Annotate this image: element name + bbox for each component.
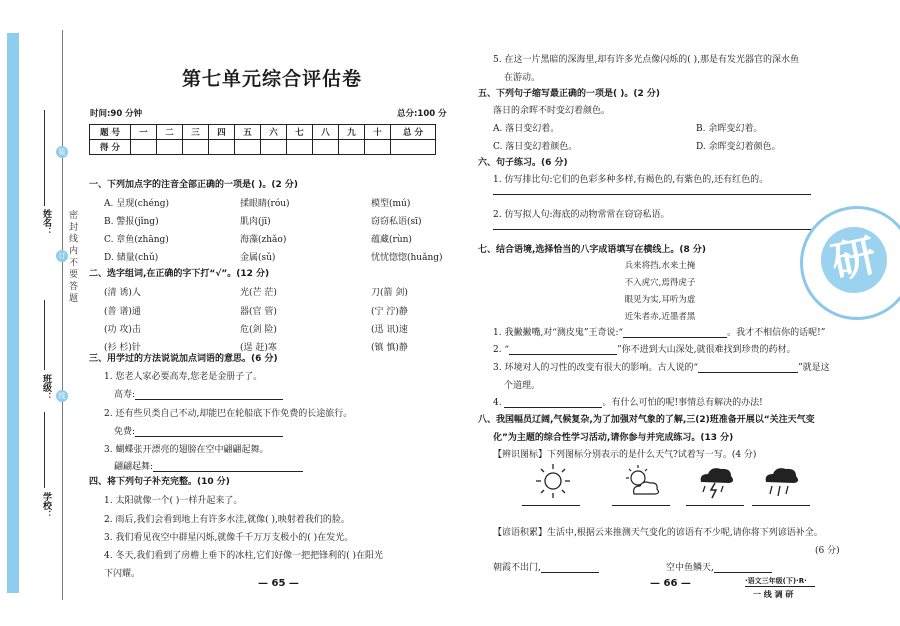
score-table-score-row xyxy=(90,140,436,155)
s1-option: 揉眼睛(róu) xyxy=(240,199,290,209)
s7-question xyxy=(493,360,830,373)
score-input-cell[interactable] xyxy=(339,140,365,155)
page-number-right: — 66 — xyxy=(650,578,691,589)
thunderstorm-icon xyxy=(693,462,739,500)
s1-option: 蕴藏(rùn) xyxy=(371,235,412,245)
score-cell: 三 xyxy=(183,125,209,140)
answer-blank[interactable] xyxy=(714,572,772,573)
answer-blank[interactable] xyxy=(135,399,283,400)
s2-choice[interactable]: 器(官 管) xyxy=(240,307,277,317)
s2-choice[interactable]: (清 诱)人 xyxy=(104,288,141,298)
s1-option: A. 呈现(chéng) xyxy=(104,199,169,209)
score-input-cell[interactable] xyxy=(391,140,436,155)
section-2-heading: 二、选字组词,在正确的字下打“√”。(12 分) xyxy=(89,269,270,279)
s1-option: 金属(sǔ) xyxy=(240,253,276,263)
weather-answer-4[interactable] xyxy=(752,505,810,506)
s7-text: ”就是这 xyxy=(798,363,830,373)
s4-question: 3. 我们看见夜空中群星闪烁,就像千千万万支极小的( )在发光。 xyxy=(104,533,354,543)
s1-option: 肌肉(jī) xyxy=(240,217,271,227)
score-cell: 得 分 xyxy=(90,140,131,155)
s5-option: A. 落日变幻着。 xyxy=(493,124,560,134)
s7-text: 2. “ xyxy=(493,345,510,355)
s2-choice[interactable]: (衫 杉)针 xyxy=(104,343,141,353)
s1-option: C. 章鱼(zhāng) xyxy=(104,235,169,245)
proverb xyxy=(666,560,772,573)
s2-choice[interactable]: (普 谱)通 xyxy=(104,307,141,317)
s3-question: 1. 您老人家必要高寿,您老是金册子了。 xyxy=(104,372,263,382)
s3-prompt-label: 免费: xyxy=(114,427,136,437)
s6-question: 2. 仿写拟人句:海底的动物常常在窃窃私语。 xyxy=(493,210,670,220)
answer-blank[interactable] xyxy=(153,471,303,472)
idiom: 兵来将挡,水来土掩 xyxy=(624,261,696,271)
answer-blank[interactable] xyxy=(541,572,599,573)
section-7-heading: 七、结合语境,选择恰当的八字成语填写在横线上。(8 分) xyxy=(478,245,707,255)
weather-answer-1[interactable] xyxy=(522,505,580,506)
score-cell: 总 分 xyxy=(391,125,436,140)
idiom: 近朱者赤,近墨者黑 xyxy=(624,312,696,322)
s3-question: 3. 蝴蝶张开漂亮的翅膀在空中翩翩起舞。 xyxy=(104,445,269,455)
s7-question xyxy=(493,395,763,408)
idiom: 不入虎穴,焉得虎子 xyxy=(624,278,696,288)
s2-choice[interactable]: 光(芒 茫) xyxy=(240,288,277,298)
seal-line-text: 密 封 线 内 不 要 答 题 xyxy=(67,210,77,303)
s3-question: 2. 还有些贝类自己不动,却能巴在轮船底下作免费的长途旅行。 xyxy=(104,409,353,419)
score-table xyxy=(89,124,436,155)
s7-question xyxy=(493,342,796,355)
name-label: 姓名： xyxy=(41,209,51,236)
stamp-inner xyxy=(821,227,887,293)
proverb xyxy=(493,560,599,573)
rain-icon xyxy=(758,462,804,500)
score-cell: 二 xyxy=(157,125,183,140)
s3-prompt xyxy=(114,459,303,472)
book-info: ·语文三年级(下)·R· xyxy=(745,577,807,585)
s2-choice[interactable]: (功 攻)击 xyxy=(104,325,141,335)
s1-option: 窃窃私语(sī) xyxy=(371,217,422,227)
name-field[interactable] xyxy=(44,110,45,206)
weather-answer-3[interactable] xyxy=(686,505,744,506)
brand-name: 一 线 调 研 xyxy=(753,590,794,599)
binding-circle-2: 订 xyxy=(56,250,68,262)
binding-line xyxy=(62,30,63,600)
answer-blank[interactable] xyxy=(698,372,798,373)
score-cell: 五 xyxy=(235,125,261,140)
class-label: 班级： xyxy=(41,374,51,401)
s2-choice[interactable]: (逞 赶)寒 xyxy=(240,343,277,353)
s2-choice[interactable]: (镇 慎)静 xyxy=(371,343,408,353)
proverb-text: 空中鱼鳞天, xyxy=(666,563,714,573)
s7-text: 4. xyxy=(493,398,505,408)
score-input-cell[interactable] xyxy=(209,140,235,155)
partly-cloudy-icon xyxy=(618,462,664,500)
idiom: 眼见为实,耳听为虚 xyxy=(624,295,696,305)
footer-divider xyxy=(745,586,815,587)
idiom-list xyxy=(560,258,760,326)
time-limit: 时间:90 分钟 xyxy=(90,109,143,119)
score-input-cell[interactable] xyxy=(183,140,209,155)
s7-question xyxy=(493,325,825,338)
score-cell: 七 xyxy=(287,125,313,140)
page-number-left: — 65 — xyxy=(258,578,299,589)
score-cell: 八 xyxy=(313,125,339,140)
s5-option: D. 余晖变幻着颜色。 xyxy=(696,142,781,152)
s8-subheading: 【谚语积累】生活中,根据云来推测天气变化的谚语有不少呢,请你将下列谚语补全。 xyxy=(493,528,823,538)
answer-blank[interactable] xyxy=(623,337,727,338)
s5-sentence: 落日的余晖不时变幻着颜色。 xyxy=(493,106,611,116)
section-1-heading: 一、下列加点字的注音全部正确的一项是( )。(2 分) xyxy=(89,180,298,190)
section-3-heading: 三、用学过的方法说说加点词语的意思。(6 分) xyxy=(89,354,278,364)
binding-circle-1: 装 xyxy=(56,146,68,158)
score-cell: 题 号 xyxy=(90,125,131,140)
s6-question: 1. 仿写排比句:它们的色彩多种多样,有褐色的,有紫色的,还有红色的。 xyxy=(493,175,769,185)
s8-score: (6 分) xyxy=(815,546,840,556)
score-input-cell[interactable] xyxy=(313,140,339,155)
score-input-cell[interactable] xyxy=(157,140,183,155)
section-8-heading: 八、我国幅员辽阔,气候复杂,为了加强对气象的了解,三(2)班准备开展以“关注天气变 xyxy=(478,415,815,425)
stamp-char: 研 xyxy=(827,229,881,290)
sun-icon xyxy=(530,462,576,500)
page-title: 第七单元综合评估卷 xyxy=(181,68,362,90)
s8-subheading: 【辨识图标】下列图标分别表示的是什么天气?试着写一写。(4 分) xyxy=(493,450,757,460)
s5-option: C. 落日变幻着颜色。 xyxy=(493,142,578,152)
s5-option: B. 余晖变幻着。 xyxy=(696,124,763,134)
s7-text: 。我才不相信你的话呢!” xyxy=(727,328,826,338)
section-5-heading: 五、下列句子缩写最正确的一项是( )。(2 分) xyxy=(478,89,660,99)
s2-choice[interactable]: 刀(箭 剑) xyxy=(371,288,408,298)
s4-question: 5. 在这一片黑暗的深海里,却有许多光点像闪烁的( ),那是有发光器官的深水鱼 xyxy=(493,55,800,65)
score-input-cell[interactable] xyxy=(287,140,313,155)
s7-text: 1. 我撇撇嘴,对“测皮鬼”王奇说:“ xyxy=(493,328,624,338)
s3-prompt-label: 翩翩起舞: xyxy=(114,462,154,472)
answer-line[interactable] xyxy=(493,229,811,230)
s2-choice[interactable]: (宁 泞)静 xyxy=(371,307,408,317)
score-cell: 六 xyxy=(261,125,287,140)
s4-question: 在游动。 xyxy=(504,73,541,83)
section-4-heading: 四、将下列句子补充完整。(10 分) xyxy=(89,477,230,487)
s7-text: ”你不进到大山深处,就很难找到珍贵的药材。 xyxy=(617,345,796,355)
s3-prompt-label: 高寿: xyxy=(114,390,136,400)
answer-blank[interactable] xyxy=(509,354,617,355)
score-input-cell[interactable] xyxy=(365,140,391,155)
school-label: 学校： xyxy=(41,492,51,519)
s4-question: 2. 雨后,我们会看到地上有许多水洼,就像( ),映射着我们的脸。 xyxy=(104,515,350,525)
s4-question: 4. 冬天,我们看到了房檐上垂下的冰柱,它们好像一把把锋利的( )在阳光 xyxy=(104,551,384,561)
score-cell: 十 xyxy=(365,125,391,140)
s2-choice[interactable]: (迅 讯)速 xyxy=(371,325,408,335)
s1-option: 模型(mú) xyxy=(371,199,411,209)
stamp-logo xyxy=(800,206,900,320)
s1-option: 海藻(zhǎo) xyxy=(240,235,287,245)
weather-answer-2[interactable] xyxy=(612,505,670,506)
total-score: 总分:100 分 xyxy=(397,109,447,119)
answer-line[interactable] xyxy=(493,194,811,195)
s4-question: 下闪耀。 xyxy=(104,569,141,579)
proverb-text: 朝霞不出门, xyxy=(493,563,541,573)
s3-prompt xyxy=(114,387,283,400)
score-table-header-row xyxy=(90,125,436,140)
answer-blank[interactable] xyxy=(504,407,602,408)
s1-option: D. 储量(chǔ) xyxy=(104,253,159,263)
score-input-cell[interactable] xyxy=(131,140,157,155)
school-field[interactable] xyxy=(44,412,45,488)
s7-question: 个道理。 xyxy=(504,381,541,391)
s1-option: B. 警报(jǐng) xyxy=(104,217,159,227)
binding-circle-3: 线 xyxy=(56,390,68,402)
s7-text: 。有什么可怕的呢!事情总有解决的办法! xyxy=(602,398,763,408)
s1-option: 忧忧惚惚(huǎng) xyxy=(371,253,443,263)
s7-text: 3. 环境对人的习性的改变有很大的影响。古人说的“ xyxy=(493,363,699,373)
score-input-cell[interactable] xyxy=(261,140,287,155)
score-cell: 九 xyxy=(339,125,365,140)
s4-question: 1. 太阳就像一个( )一样升起来了。 xyxy=(104,496,243,506)
class-field[interactable] xyxy=(44,300,45,370)
section-6-heading: 六、句子练习。(6 分) xyxy=(478,158,568,168)
score-cell: 四 xyxy=(209,125,235,140)
section-8-heading-cont: 化”为主题的综合性学习活动,请你参与并完成练习。(13 分) xyxy=(493,433,734,443)
s2-choice[interactable]: 危(剑 险) xyxy=(240,325,277,335)
score-cell: 一 xyxy=(131,125,157,140)
answer-blank[interactable] xyxy=(135,436,283,437)
binding-strip xyxy=(7,33,19,593)
s3-prompt xyxy=(114,424,283,437)
score-input-cell[interactable] xyxy=(235,140,261,155)
